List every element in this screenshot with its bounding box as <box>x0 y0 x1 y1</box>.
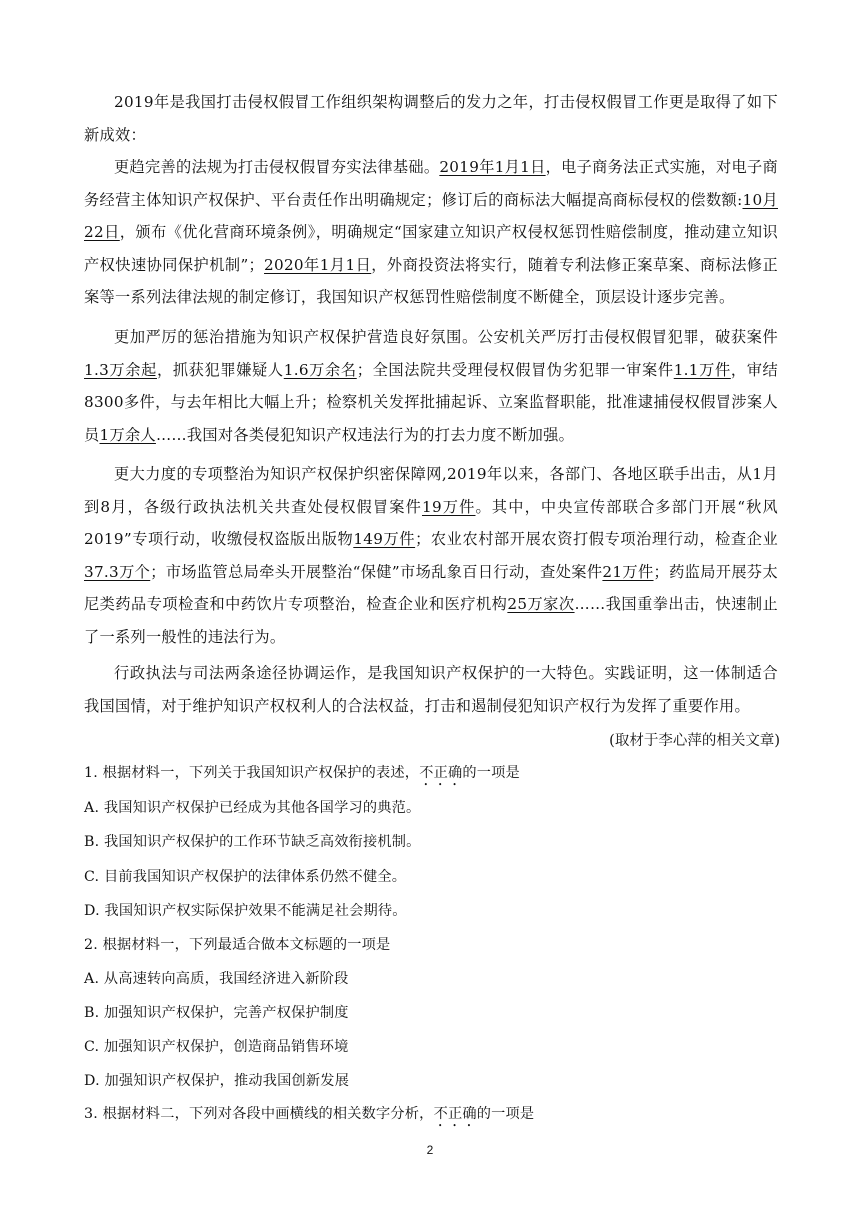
emphasis-text: 不正确 <box>419 765 463 781</box>
underlined-figure: 1.3万余起 <box>84 360 157 379</box>
paragraph-penalties: 更加严厉的惩治措施为知识产权保护营造良好氛围。公安机关严厉打击侵权假冒犯罪，破获案件1.3万余起，抓获犯罪嫌疑人1.6万余名；全国法院共受理侵权假冒伪劣犯罪一审案件1.1万件，审结8300多件，与去年相比大幅上升；检察机关发挥批捕起诉、立案监督职能，批准逮捕侵权假冒涉案人员1万余人……我国对各类侵犯知识产权违法行为的打去力度不断加强。 <box>84 328 779 444</box>
question-2-stem: 2. 根据材料一，下列最适合做本文标题的一项是 <box>84 937 391 953</box>
underlined-figure: 1.1万件 <box>673 360 731 379</box>
emphasis-text: 不正确 <box>433 1106 477 1122</box>
source-citation: (取材于李心萍的相关文章) <box>609 733 780 749</box>
page-number: 2 <box>426 1143 434 1157</box>
question-2-option-a: A. 从高速转向高质，我国经济进入新阶段 <box>84 971 349 987</box>
question-2-option-c: C. 加强知识产权保护，创造商品销售环境 <box>84 1039 349 1055</box>
question-1-option-b: B. 我国知识产权保护的工作环节缺乏高效衔接机制。 <box>84 834 421 850</box>
underlined-figure: 1.6万余名 <box>283 360 357 379</box>
underlined-date: 10月22日 <box>84 190 778 242</box>
paragraph-rectification: 更大力度的专项整治为知识产权保护织密保障网,2019年以来，各部门、各地区联手出击，从1月到8月，各级行政执法机关共查处侵权假冒案件19万件。其中，中央宣传部联合多部门开展“秋风2019”专项行动，收缴侵权盗版出版物149万件；农业农村部开展农资打假专项治理行动，检查企业37.3万个；市场监管总局牵头开展整治“保健”市场乱象百日行动，查处案件21万件；药监局开展芬太尼类药品专项检查和中药饮片专项整治，检查企业和医疗机构25万家次……我国重拳出击，快速制止了一系列一般性的违法行为。 <box>84 465 779 646</box>
paragraph-conclusion: 行政执法与司法两条途径协调运作，是我国知识产权保护的一大特色。实践证明，这一体制适合我国国情，对于维护知识产权权利人的合法权益，打击和遏制侵犯知识产权行为发挥了重要作用。 <box>84 664 778 715</box>
underlined-figure: 21万件 <box>602 562 654 581</box>
question-1-option-d: D. 我国知识产权实际保护效果不能满足社会期待。 <box>84 903 407 919</box>
underlined-figure: 25万家次 <box>507 595 575 614</box>
question-3-stem: 3. 根据材料二，下列对各段中画横线的相关数字分析，不正确的一项是 <box>84 1106 535 1122</box>
paragraph-laws: 更趋完善的法规为打击侵权假冒夯实法律基础。2019年1月1日，电子商务法正式实施，对电子商务经营主体知识产权保护、平台责任作出明确规定；修订后的商标法大幅提高商标侵权的偿数额:10月22日，颁布《优化营商环境条例》，明确规定“国家建立知识产权侵权惩罚性赔偿制度，推动建立知识产权快速协同保护机制”；2020年1月1日，外商投资法将实行，随着专利法修正案草案、商标法修正案等一系列法律法规的制定修订，我国知识产权惩罚性赔偿制度不断健全，顶层设计逐步完善。 <box>84 158 779 307</box>
underlined-date: 2019年1月1日 <box>439 158 546 176</box>
question-1-stem: 1. 根据材料一，下列关于我国知识产权保护的表述，不正确的一项是 <box>84 765 520 781</box>
question-1-option-c: C. 目前我国知识产权保护的法律体系仍然不健全。 <box>84 869 407 885</box>
underlined-figure: 1万余人 <box>99 425 156 444</box>
underlined-figure: 149万件 <box>353 530 416 549</box>
question-1-option-a: A. 我国知识产权保护已经成为其他各国学习的典范。 <box>84 800 421 816</box>
question-2-option-b: B. 加强知识产权保护，完善产权保护制度 <box>84 1005 349 1021</box>
underlined-date: 2020年1月1日 <box>264 255 372 274</box>
question-2-option-d: D. 加强知识产权保护，推动我国创新发展 <box>84 1073 350 1089</box>
underlined-figure: 37.3万个 <box>84 562 151 581</box>
underlined-figure: 19万件 <box>421 497 476 516</box>
paragraph-intro: 2019年是我国打击侵权假冒工作组织架构调整后的发力之年，打击侵权假冒工作更是取得了如下新成效： <box>84 93 778 144</box>
